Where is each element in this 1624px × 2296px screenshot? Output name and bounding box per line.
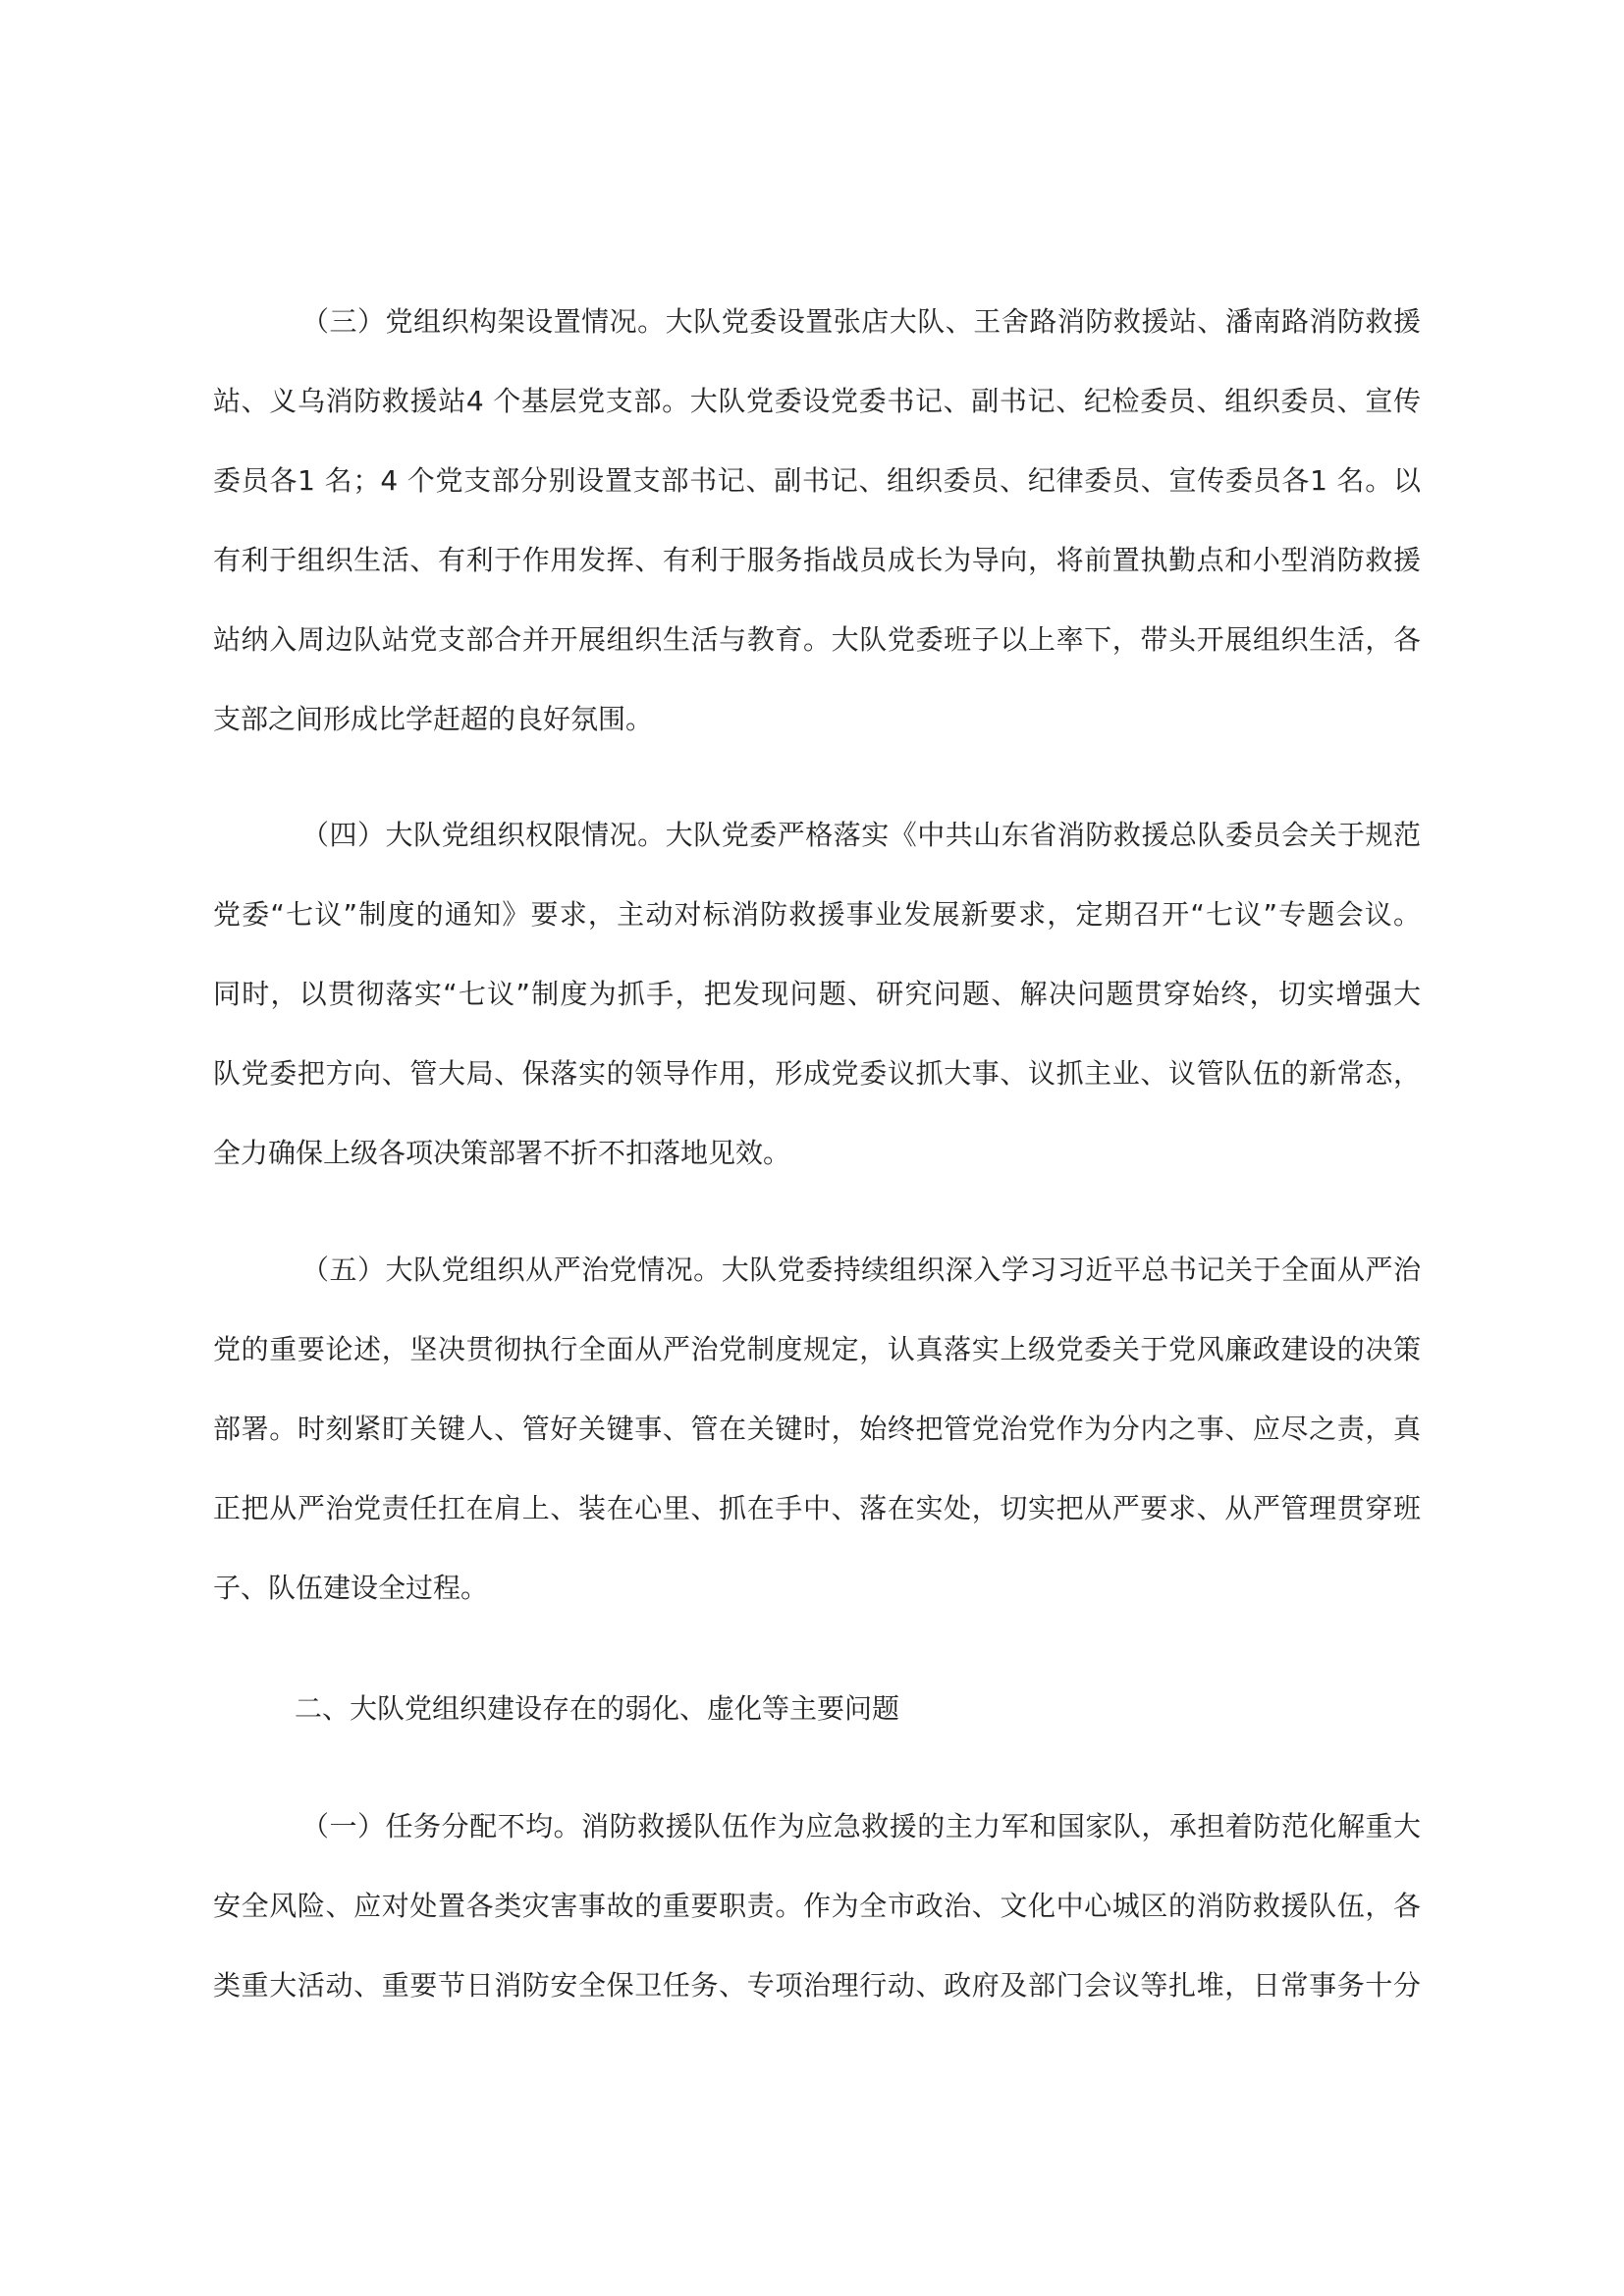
text-line: 类重大活动、重要节日消防安全保卫任务、专项治理行动、政府及部门会议等扎堆，日常事务十分	[213, 1969, 1421, 2002]
text-line: 支部之间形成比学赶超的良好氛围。	[213, 703, 654, 735]
text-line: 同时，以贯彻落实“七议”制度为抓手，把发现问题、研究问题、解决问题贯穿始终，切实增强大	[213, 978, 1421, 1010]
paragraph-authority	[213, 795, 1421, 1193]
text-line: 正把从严治党责任扛在肩上、装在心里、抓在手中、落在实处，切实把从严要求、从严管理贯穿班	[213, 1492, 1421, 1524]
text-line: 党委“七议”制度的通知》要求，主动对标消防救援事业发展新要求，定期召开“七议”专题会议。	[213, 898, 1421, 931]
text-line: 队党委把方向、管大局、保落实的领导作用，形成党委议抓大事、议抓主业、议管队伍的新常态，	[213, 1057, 1421, 1090]
section-heading: 二、大队党组织建设存在的弱化、虚化等主要问题	[295, 1692, 900, 1725]
text-line: （三）党组织构架设置情况。大队党委设置张店大队、王舍路消防救援站、潘南路消防救援	[301, 305, 1421, 338]
text-line: 有利于组织生活、有利于作用发挥、有利于服务指战员成长为导向，将前置执勤点和小型消防救援	[213, 544, 1421, 576]
text-line: 站纳入周边队站党支部合并开展组织生活与教育。大队党委班子以上率下，带头开展组织生活，各	[213, 623, 1421, 656]
text-line: 党的重要论述，坚决贯彻执行全面从严治党制度规定，认真落实上级党委关于党风廉政建设的决策	[213, 1333, 1421, 1365]
text-line: （四）大队党组织权限情况。大队党委严格落实《中共山东省消防救援总队委员会关于规范	[301, 819, 1421, 851]
paragraph-org-structure	[213, 282, 1421, 759]
text-line: 全力确保上级各项决策部署不折不扣落地见效。	[213, 1137, 791, 1169]
text-line: 安全风险、应对处置各类灾害事故的重要职责。作为全市政治、文化中心城区的消防救援队伍，各	[213, 1890, 1421, 1922]
text-line: 部署。时刻紧盯关键人、管好关键事、管在关键时，始终把管党治党作为分内之事、应尽之责，真	[213, 1413, 1421, 1445]
text-line: 子、队伍建设全过程。	[213, 1572, 489, 1604]
text-line: （五）大队党组织从严治党情况。大队党委持续组织深入学习习近平总书记关于全面从严治	[301, 1254, 1421, 1286]
paragraph-task-allocation	[213, 1787, 1421, 2025]
paragraph-strict-governance	[213, 1230, 1421, 1628]
text-line: 委员各1 名；4 个党支部分别设置支部书记、副书记、组织委员、纪律委员、宣传委员各1 名。以	[213, 464, 1421, 497]
text-line: 站、义乌消防救援站4 个基层党支部。大队党委设党委书记、副书记、纪检委员、组织委员、宣传	[213, 385, 1421, 417]
text-line: （一）任务分配不均。消防救援队伍作为应急救援的主力军和国家队，承担着防范化解重大	[301, 1810, 1421, 1842]
